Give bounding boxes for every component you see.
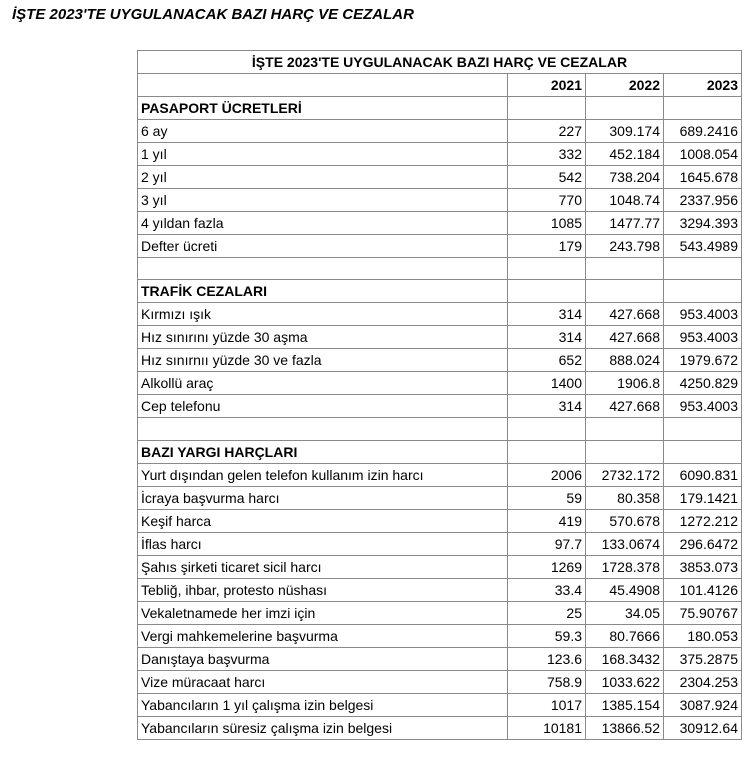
row-label: Yabancıların 1 yıl çalışma izin belgesi [138,693,508,716]
section-heading-row [138,280,742,303]
row-label: Danıştaya başvurma [138,647,508,670]
table-title: İŞTE 2023'TE UYGULANACAK BAZI HARÇ VE CEZALAR [138,51,742,74]
year-header: 2022 [586,74,664,97]
empty-cell [138,418,508,440]
value-cell: 419 [508,509,586,532]
value-cell: 770 [508,189,586,212]
empty-cell [664,418,742,440]
table-row [138,509,742,532]
value-cell: 953.4003 [664,395,742,418]
value-cell: 179 [508,235,586,258]
value-cell: 314 [508,395,586,418]
table-row [138,143,742,166]
value-cell: 30912.64 [664,716,742,739]
row-label: 2 yıl [138,166,508,189]
empty-cell [586,440,664,463]
value-cell: 427.668 [586,326,664,349]
value-cell: 1017 [508,693,586,716]
value-cell: 180.053 [664,624,742,647]
value-cell: 45.4908 [586,578,664,601]
table-row [138,120,742,143]
empty-cell [664,280,742,303]
page-title: İŞTE 2023'TE UYGULANACAK BAZI HARÇ VE CEZALAR [12,6,414,23]
value-cell: 332 [508,143,586,166]
row-label: 4 yıldan fazla [138,212,508,235]
value-cell: 452.184 [586,143,664,166]
value-cell: 375.2875 [664,647,742,670]
value-cell: 1048.74 [586,189,664,212]
value-cell: 427.668 [586,303,664,326]
table-row [138,486,742,509]
row-label: Şahıs şirketi ticaret sicil harcı [138,555,508,578]
value-cell: 2304.253 [664,670,742,693]
table-row [138,601,742,624]
table-row [138,532,742,555]
value-cell: 1033.622 [586,670,664,693]
row-label: 3 yıl [138,189,508,212]
empty-cell [586,258,664,280]
row-label: Cep telefonu [138,395,508,418]
value-cell: 543.4989 [664,235,742,258]
value-cell: 570.678 [586,509,664,532]
value-cell: 1085 [508,212,586,235]
value-cell: 1008.054 [664,143,742,166]
value-cell: 6090.831 [664,463,742,486]
value-cell: 227 [508,120,586,143]
value-cell: 10181 [508,716,586,739]
value-cell: 1906.8 [586,372,664,395]
value-cell: 133.0674 [586,532,664,555]
empty-cell [508,280,586,303]
empty-cell [586,280,664,303]
value-cell: 1269 [508,555,586,578]
value-cell: 80.358 [586,486,664,509]
year-header-row [138,74,742,97]
value-cell: 758.9 [508,670,586,693]
header-empty-cell [138,74,508,97]
table-row [138,212,742,235]
row-label: İcraya başvurma harcı [138,486,508,509]
value-cell: 542 [508,166,586,189]
value-cell: 3294.393 [664,212,742,235]
empty-cell [664,440,742,463]
empty-cell [508,97,586,120]
section-heading-row [138,440,742,463]
row-label: 1 yıl [138,143,508,166]
table-row [138,303,742,326]
row-label: Hız sınırnıı yüzde 30 ve fazla [138,349,508,372]
table-row [138,349,742,372]
row-label: Yabancıların süresiz çalışma izin belgesi [138,716,508,739]
table-title-row [138,51,742,74]
value-cell: 2337.956 [664,189,742,212]
empty-cell [508,440,586,463]
table-row [138,235,742,258]
table-row [138,463,742,486]
value-cell: 25 [508,601,586,624]
value-cell: 59.3 [508,624,586,647]
empty-cell [586,97,664,120]
empty-cell [664,258,742,280]
year-header: 2021 [508,74,586,97]
value-cell: 1728.378 [586,555,664,578]
value-cell: 314 [508,303,586,326]
value-cell: 3087.924 [664,693,742,716]
value-cell: 3853.073 [664,555,742,578]
value-cell: 2006 [508,463,586,486]
row-label: 6 ay [138,120,508,143]
value-cell: 1400 [508,372,586,395]
section-heading: TRAFİK CEZALARI [138,280,508,303]
value-cell: 1385.154 [586,693,664,716]
empty-cell [664,97,742,120]
table-row [138,326,742,349]
year-header: 2023 [664,74,742,97]
table-row [138,166,742,189]
value-cell: 97.7 [508,532,586,555]
value-cell: 4250.829 [664,372,742,395]
row-label: Vergi mahkemelerine başvurma [138,624,508,647]
section-heading: BAZI YARGI HARÇLARI [138,440,508,463]
value-cell: 243.798 [586,235,664,258]
value-cell: 1645.678 [664,166,742,189]
value-cell: 427.668 [586,395,664,418]
section-heading-row [138,97,742,120]
empty-cell [508,258,586,280]
row-label: Keşif harca [138,509,508,532]
row-label: İflas harcı [138,532,508,555]
value-cell: 309.174 [586,120,664,143]
row-label: Vize müracaat harcı [138,670,508,693]
table-row [138,189,742,212]
row-label: Defter ücreti [138,235,508,258]
value-cell: 33.4 [508,578,586,601]
row-label: Tebliğ, ihbar, protesto nüshası [138,578,508,601]
spacer-row [138,418,742,440]
value-cell: 953.4003 [664,303,742,326]
table-row [138,395,742,418]
table-row [138,693,742,716]
value-cell: 80.7666 [586,624,664,647]
table-row [138,716,742,739]
fees-table [137,50,742,740]
value-cell: 652 [508,349,586,372]
empty-cell [586,418,664,440]
empty-cell [508,418,586,440]
value-cell: 689.2416 [664,120,742,143]
table-row [138,578,742,601]
section-heading: PASAPORT ÜCRETLERİ [138,97,508,120]
table-row [138,647,742,670]
value-cell: 123.6 [508,647,586,670]
row-label: Alkollü araç [138,372,508,395]
row-label: Yurt dışından gelen telefon kullanım izin harcı [138,463,508,486]
value-cell: 953.4003 [664,326,742,349]
value-cell: 168.3432 [586,647,664,670]
table-row [138,670,742,693]
table-row [138,555,742,578]
value-cell: 1272.212 [664,509,742,532]
value-cell: 1979.672 [664,349,742,372]
row-label: Hız sınırını yüzde 30 aşma [138,326,508,349]
value-cell: 179.1421 [664,486,742,509]
value-cell: 34.05 [586,601,664,624]
value-cell: 13866.52 [586,716,664,739]
table-row [138,624,742,647]
value-cell: 738.204 [586,166,664,189]
value-cell: 888.024 [586,349,664,372]
value-cell: 75.90767 [664,601,742,624]
row-label: Vekaletnamede her imzi için [138,601,508,624]
spacer-row [138,258,742,280]
value-cell: 1477.77 [586,212,664,235]
value-cell: 314 [508,326,586,349]
value-cell: 101.4126 [664,578,742,601]
row-label: Kırmızı ışık [138,303,508,326]
table-row [138,372,742,395]
empty-cell [138,258,508,280]
value-cell: 59 [508,486,586,509]
value-cell: 296.6472 [664,532,742,555]
value-cell: 2732.172 [586,463,664,486]
